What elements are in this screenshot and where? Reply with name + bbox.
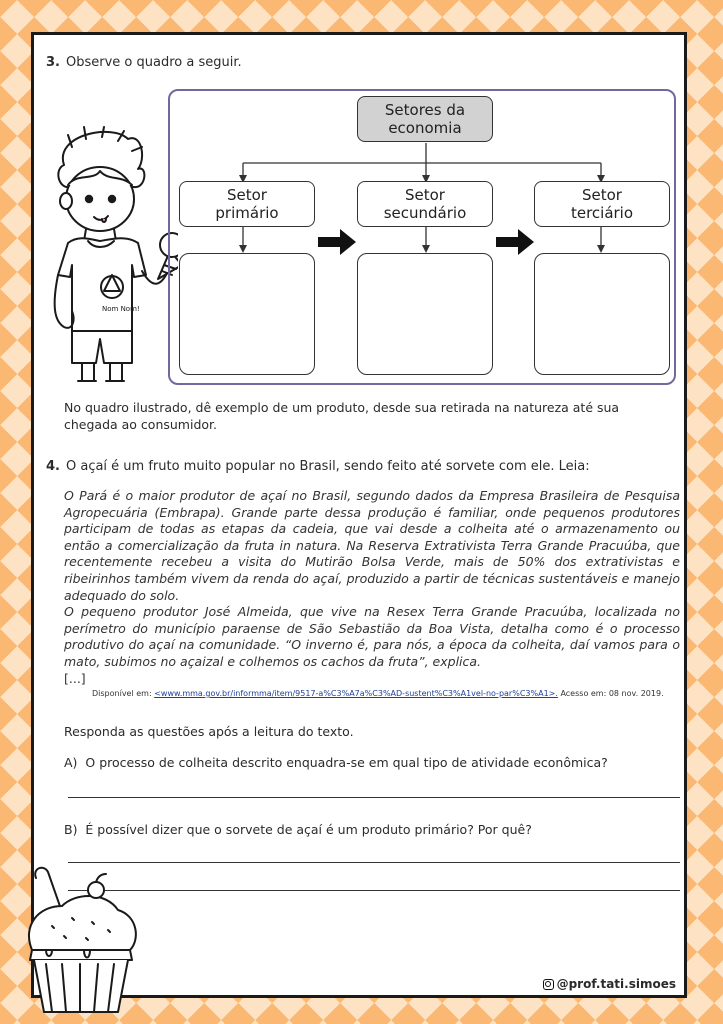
question-3-instruction: No quadro ilustrado, dê exemplo de um produto, desde sua retirada na natureza até sua chegada ao consumidor. <box>64 400 620 432</box>
question-3-text: Observe o quadro a seguir. <box>65 55 242 70</box>
primary-sector-box <box>179 181 315 227</box>
source-citation <box>92 689 692 698</box>
quote-ellipsis: [...] <box>64 670 86 686</box>
item-b-label: B) <box>64 822 78 837</box>
tertiary-sector-box <box>534 181 670 227</box>
tertiary-sector-label: Setor terciário <box>570 186 634 222</box>
question-3-prompt <box>46 55 242 70</box>
answer-line-b2[interactable] <box>68 890 680 891</box>
tertiary-sector-answer-box[interactable] <box>534 253 670 375</box>
secondary-sector-box <box>357 181 493 227</box>
economy-sectors-root-box <box>357 96 493 142</box>
economy-sectors-diagram <box>168 89 676 385</box>
primary-sector-answer-box[interactable] <box>179 253 315 375</box>
item-a-text: O processo de colheita descrito enquadra-se em qual tipo de atividade econômica? <box>85 755 608 770</box>
secondary-sector-label: Setor secundário <box>383 186 467 222</box>
question-4-number: 4. <box>46 459 60 474</box>
source-link[interactable]: <www.mma.gov.br/informma/item/9517-a%C3%A7a%C3%AD-sustent%C3%A1vel-no-par%C3%A1>. <box>154 689 558 698</box>
arrow-right-icon <box>318 229 356 255</box>
boy-with-ice-cream-illustration <box>42 125 178 387</box>
author-handle-text: @prof.tati.simoes <box>556 977 676 991</box>
question-4-instruction: Responda as questões após a leitura do texto. <box>64 724 354 739</box>
question-4-text: O açaí é um fruto muito popular no Brasil, sendo feito até sorvete com ele. Leia: <box>65 459 590 474</box>
answer-line-a[interactable] <box>68 797 680 798</box>
item-b-text: É possível dizer que o sorvete de açaí é um produto primário? Por quê? <box>85 822 532 837</box>
item-a-label: A) <box>64 755 78 770</box>
source-access-date: Acesso em: 08 nov. 2019. <box>557 689 664 698</box>
root-box-label: Setores da economia <box>384 101 466 137</box>
instagram-icon <box>543 979 554 990</box>
question-4a <box>64 754 674 771</box>
primary-sector-label: Setor primário <box>215 186 279 222</box>
boy-shirt-text: Nom Nom! <box>102 305 140 313</box>
acai-article-quote <box>64 488 680 687</box>
source-prefix: Disponível em: <box>92 689 155 698</box>
secondary-sector-answer-box[interactable] <box>357 253 493 375</box>
answer-line-b1[interactable] <box>68 862 680 863</box>
quote-paragraph-1: O Pará é o maior produtor de açaí no Brasil, segundo dados da Empresa Brasileira de Pesquisa Agropecuária (Embrapa). Grande parte dessa produção é familiar, onde pequenos produtores participam de todas as etapas da cadeia, que vai desde a colheita até o armazenamento ou então a comercialização da fruta in natura. Na Reserva Extrativista Terra Grande Pracuúba, que recentemente recebeu a visita do Mutirão Bolsa Verde, mais de 50% dos extrativistas e ribeirinhos também vivem da renda do açaí, produzido a partir de técnicas sustentáveis e manejo adequado do solo. <box>64 488 680 603</box>
question-4-prompt <box>46 459 590 474</box>
ice-cream-cup-illustration <box>22 866 142 1016</box>
question-4b <box>64 821 674 838</box>
question-3-number: 3. <box>46 55 60 70</box>
quote-paragraph-2: O pequeno produtor José Almeida, que vive na Resex Terra Grande Pracuúba, localizada no perímetro do município paraense de São Sebastião da Boa Vista, detalha como é o processo produtivo do açaí na comunidade. “O inverno é, para nós, a época da colheita, daí vamos para o mato, subimos no açaizal e colhemos os cachos da fruta”, explica. <box>64 604 680 669</box>
arrow-right-icon <box>496 229 534 255</box>
author-handle <box>543 977 676 991</box>
worksheet-page <box>31 32 687 998</box>
